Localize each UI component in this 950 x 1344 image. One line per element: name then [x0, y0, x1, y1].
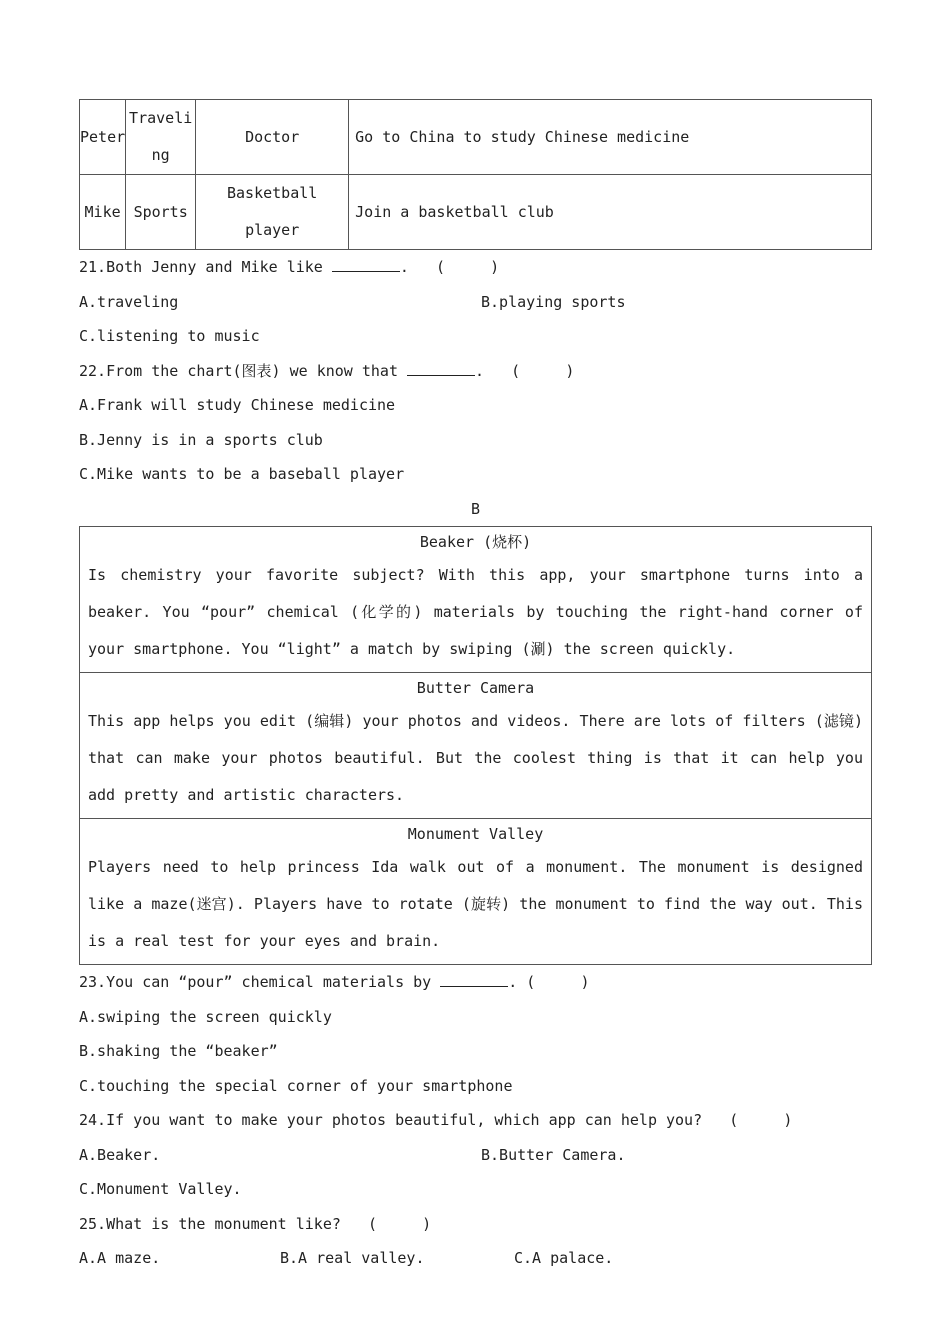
table-cell-hobby: Sports — [126, 175, 196, 250]
answer-paren: ( ) — [368, 1214, 432, 1233]
answer-blank — [332, 257, 400, 272]
option-b: B.shaking the “beaker” — [79, 1042, 278, 1060]
table-cell-job: Doctor — [196, 100, 349, 175]
info-table — [79, 99, 872, 250]
options-row — [79, 285, 872, 320]
table-row — [80, 175, 872, 250]
section-heading: B — [470, 499, 481, 518]
option-c: C.listening to music — [79, 327, 260, 345]
table-cell-name: Mike — [80, 175, 126, 250]
option-a: A.A maze. — [79, 1249, 161, 1267]
answer-paren: ( ) — [526, 973, 590, 991]
answer-blank — [440, 972, 508, 987]
app-box-beaker — [79, 526, 872, 673]
question-stem: 23.You can “pour” chemical materials by — [79, 973, 432, 991]
option-a: A.swiping the screen quickly — [79, 1007, 332, 1026]
option-b: B.Butter Camera. — [481, 1145, 626, 1164]
table-row — [80, 100, 872, 175]
question-24 — [79, 1103, 872, 1138]
option-a: A.Frank will study Chinese medicine — [79, 396, 396, 414]
page-content — [79, 99, 872, 1276]
options-row — [79, 1241, 872, 1276]
app-title: Beaker (烧杯) — [419, 533, 532, 551]
question-25 — [79, 1207, 872, 1242]
table-cell-job: Basketball player — [196, 175, 349, 250]
option-a: A.Beaker. — [79, 1145, 161, 1164]
answer-paren: ( ) — [436, 258, 500, 276]
option-b: B.playing sports — [481, 292, 626, 311]
app-box-butter-camera — [79, 673, 872, 819]
option-b: B.A real valley. — [280, 1249, 425, 1267]
app-title: Monument Valley — [407, 825, 544, 843]
app-description: This app helps you edit (编辑) your photos and videos. There are lots of filters (滤镜) that can make your photos beautiful. But the coolest thing is that it can help you add pretty and artistic characters. — [88, 712, 863, 804]
app-description: Players need to help princess Ida walk out of a monument. The monument is designed like a maze(迷宫). Players have to rotate (旋转) the monument to find the way out. This is a real test for your eyes and brain. — [88, 858, 863, 950]
option-a: A.traveling — [79, 292, 179, 311]
question-23: 23.You can “pour” chemical materials by . ( ) — [79, 973, 590, 991]
answer-paren: ( ) — [729, 1111, 793, 1129]
question-stem: 22.From the chart(图表) we know that — [79, 361, 398, 380]
table-cell-plan: Go to China to study Chinese medicine — [349, 100, 872, 175]
answer-blank — [407, 361, 475, 376]
option-b: B.Jenny is in a sports club — [79, 430, 323, 449]
app-description: Is chemistry your favorite subject? With this app, your smartphone turns into a beaker. You “pour” chemical (化学的) materials by touching the right-hand corner of your smartphone. You “light” a match by swiping (涮) the screen quickly. — [88, 566, 863, 658]
table-cell-plan: Join a basketball club — [349, 175, 872, 250]
answer-paren: ( ) — [511, 361, 575, 380]
options-row — [79, 1138, 872, 1173]
app-title: Butter Camera — [416, 679, 535, 697]
question-stem: 25.What is the monument like? — [79, 1214, 341, 1233]
app-box-monument-valley — [79, 819, 872, 965]
option-c: C.Monument Valley. — [79, 1180, 242, 1198]
question-21: 21.Both Jenny and Mike like . ( ) — [79, 258, 500, 276]
option-c: C.touching the special corner of your smartphone — [79, 1076, 513, 1095]
question-stem: 24.If you want to make your photos beautiful, which app can help you? — [79, 1111, 703, 1129]
question-22: 22.From the chart(图表) we know that . ( ) — [79, 361, 575, 380]
question-stem: 21.Both Jenny and Mike like — [79, 258, 323, 276]
option-c: C.Mike wants to be a baseball player — [79, 465, 405, 483]
table-cell-hobby: Traveling — [126, 100, 196, 175]
table-cell-name: Peter — [80, 100, 126, 175]
option-c: C.A palace. — [514, 1249, 614, 1267]
